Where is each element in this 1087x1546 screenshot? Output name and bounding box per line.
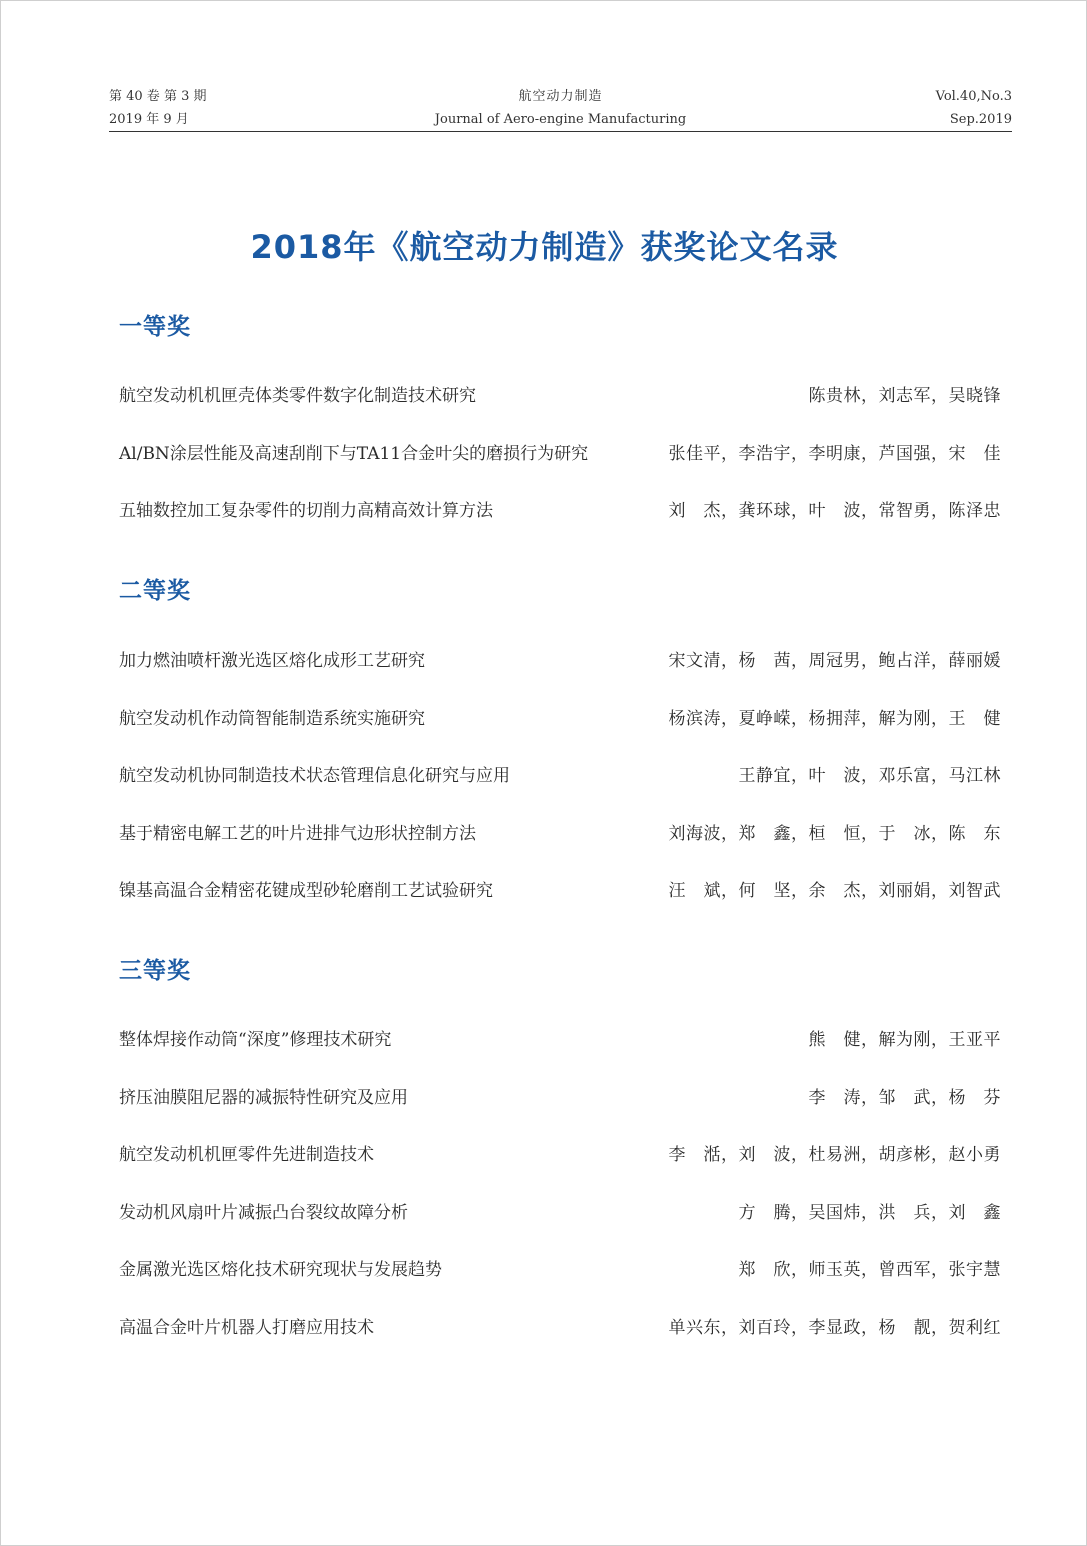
- section-heading-second-prize: 二等奖: [119, 578, 191, 604]
- paper-title: 镍基高温合金精密花键成型砂轮磨削工艺试验研究: [119, 881, 493, 901]
- award-entry: [119, 1255, 1001, 1285]
- paper-authors: 王静宜，叶 波，邓乐富，马江林: [738, 766, 1001, 786]
- paper-authors: 单兴东，刘百玲，李显政，杨 靓，贺利红: [668, 1318, 1001, 1338]
- paper-authors: 郑 欣，师玉英，曾西军，张宇慧: [738, 1260, 1001, 1280]
- paper-authors: 熊 健，解为刚，王亚平: [808, 1030, 1001, 1050]
- paper-authors: 刘 杰，龚环球，叶 波，常智勇，陈泽忠: [668, 501, 1001, 521]
- paper-title: 加力燃油喷杆激光选区熔化成形工艺研究: [119, 651, 425, 671]
- header-date-cn: 2019 年 9 月: [109, 112, 189, 127]
- award-entry: [119, 1083, 1001, 1113]
- award-entry: [119, 1198, 1001, 1228]
- paper-title: 航空发动机机匣零件先进制造技术: [119, 1145, 374, 1165]
- paper-title: 航空发动机机匣壳体类零件数字化制造技术研究: [119, 386, 476, 406]
- paper-authors: 方 腾，吴国炜，洪 兵，刘 鑫: [738, 1203, 1001, 1223]
- running-header: [109, 85, 1012, 131]
- paper-authors: 宋文清，杨 茜，周冠男，鲍占洋，薛丽媛: [668, 651, 1001, 671]
- paper-title: 航空发动机协同制造技术状态管理信息化研究与应用: [119, 766, 510, 786]
- paper-title: 整体焊接作动筒“深度”修理技术研究: [119, 1030, 392, 1050]
- paper-authors: 刘海波，郑 鑫，桓 恒，于 冰，陈 东: [668, 824, 1001, 844]
- header-divider: [109, 131, 1012, 132]
- paper-title: 发动机风扇叶片减振凸台裂纹故障分析: [119, 1203, 408, 1223]
- header-journal-name: [109, 85, 1012, 131]
- award-entry: [119, 646, 1001, 676]
- page-title: 2018年《航空动力制造》获奖论文名录: [250, 228, 839, 266]
- paper-title: 高温合金叶片机器人打磨应用技术: [119, 1318, 374, 1338]
- paper-title: 基于精密电解工艺的叶片进排气边形状控制方法: [119, 824, 476, 844]
- paper-title: Al/BN涂层性能及高速刮削下与TA11合金叶尖的磨损行为研究: [119, 444, 589, 464]
- paper-title: 挤压油膜阻尼器的减振特性研究及应用: [119, 1088, 408, 1108]
- paper-authors: 张佳平，李浩宇，李明康，芦国强，宋 佳: [668, 444, 1001, 464]
- award-entry: [119, 876, 1001, 906]
- award-entry: [119, 496, 1001, 526]
- section-heading-third-prize: 三等奖: [119, 958, 191, 984]
- header-journal-en: Journal of Aero-engine Manufacturing: [434, 112, 687, 127]
- award-entry: [119, 1313, 1001, 1343]
- paper-title: 金属激光选区熔化技术研究现状与发展趋势: [119, 1260, 442, 1280]
- header-vol-no: Vol.40,No.3: [935, 89, 1012, 104]
- award-entry: [119, 819, 1001, 849]
- paper-authors: 陈贵林，刘志军，吴晓锋: [808, 386, 1001, 406]
- award-entry: [119, 1140, 1001, 1170]
- paper-authors: 汪 斌，何 坚，余 杰，刘丽娟，刘智武: [668, 881, 1001, 901]
- award-entry: [119, 1025, 1001, 1055]
- header-journal-cn: 航空动力制造: [518, 89, 603, 104]
- award-entry: [119, 439, 1001, 469]
- award-entry: [119, 704, 1001, 734]
- paper-authors: 杨滨涛，夏峥嵘，杨拥萍，解为刚，王 健: [668, 709, 1001, 729]
- header-date-en: Sep.2019: [949, 112, 1012, 127]
- paper-authors: 李 湉，刘 波，杜易洲，胡彦彬，赵小勇: [668, 1145, 1001, 1165]
- award-entry: [119, 761, 1001, 791]
- section-heading-first-prize: 一等奖: [119, 314, 191, 340]
- paper-authors: 李 涛，邹 武，杨 芬: [808, 1088, 1001, 1108]
- header-issue-en: [936, 85, 1012, 131]
- paper-title: 五轴数控加工复杂零件的切削力高精高效计算方法: [119, 501, 493, 521]
- header-volume-issue: 第 40 卷 第 3 期: [109, 89, 207, 104]
- award-entry: [119, 381, 1001, 411]
- paper-title: 航空发动机作动筒智能制造系统实施研究: [119, 709, 425, 729]
